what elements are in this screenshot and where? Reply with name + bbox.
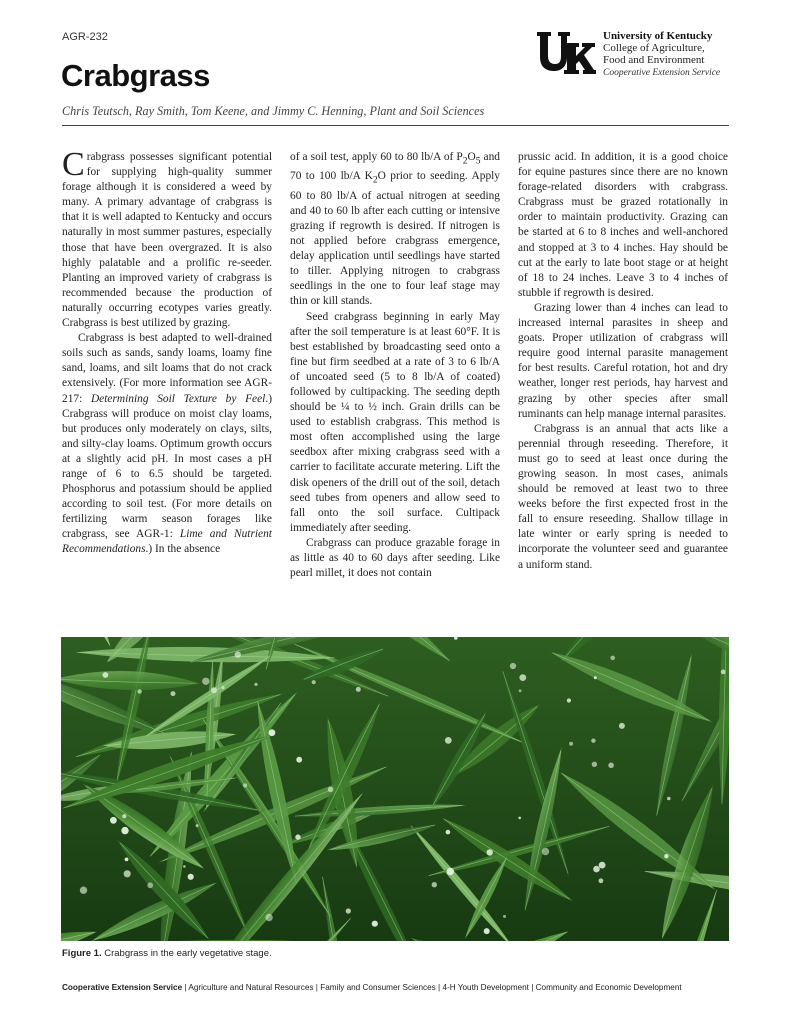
subscript: 2 bbox=[462, 156, 468, 167]
dew-drop bbox=[137, 689, 141, 693]
dew-drop bbox=[593, 866, 600, 873]
paragraph-text: rabgrass possesses significant potential for supplying high-quality summer forage although it is considered a weed by many. A primary advantage of crabgrass is that it is well adapted to Kentucky and occurs naturally in most summer pastures, especially those that have been overgrazed. It is also highly palatable and a prolific re-seeder. Planting an improved variety of crabgrass is recommended because the production of naturally occurring ecotypes varies greatly. Crabgrass is best utilized by grazing. bbox=[62, 151, 272, 330]
dew-drop bbox=[721, 670, 726, 675]
dew-drop bbox=[171, 691, 176, 696]
paragraph-text: .) Crabgrass will produce on moist clay loams, but produces only moderately on clays, silts, and silty-clay loams. Optimum growth occurs at a slightly acid pH. In most cases a pH range of 6 to 6.5 should be targeted. Phosphorus and potassium should be applied according to soil test. (For more details on fertilizing warm season forages like crabgrass, see AGR-1: bbox=[62, 392, 272, 541]
paragraph-text: and 70 to 100 lb/A K bbox=[290, 151, 500, 183]
dew-drop bbox=[667, 797, 671, 801]
body-column-1 bbox=[62, 146, 272, 558]
body-column-2 bbox=[290, 150, 500, 581]
dew-drop bbox=[446, 830, 451, 835]
authors-line: Chris Teutsch, Ray Smith, Tom Keene, and Jimmy C. Henning, Plant and Soil Sciences bbox=[62, 104, 485, 118]
dew-drop bbox=[484, 928, 490, 934]
dew-drop bbox=[124, 870, 131, 877]
paragraph-text: .) In the absence bbox=[145, 543, 221, 556]
dew-drop bbox=[610, 656, 615, 661]
dew-drop bbox=[122, 814, 126, 818]
dew-drop bbox=[211, 687, 217, 693]
dew-drop bbox=[519, 674, 526, 681]
paragraph: Seed crabgrass beginning in early May after the soil temperature is at least 60°F. It is best established by broadcasting seed onto a fine but firm seedbed at a rate of 3 to 6 lb/A of uncoated seed (5 to 8 lb/A of coated) followed by cultipacking. The seeding depth should be ¼ to ½ inch. Grain drills can be used to establish crabgrass. This method is most often accomplished using the large seedbox after mixing crabgrass seed with a carrier to facilitate accurate metering. Lift the disk openers of the drill out of the soil, detach seed tubes from openers and allow seed to fall onto the soil surface. Cultipack immediately after seeding. bbox=[290, 310, 500, 534]
dew-drop bbox=[235, 651, 241, 657]
dew-drop bbox=[188, 874, 194, 880]
dew-drop bbox=[487, 849, 493, 855]
figure-label: Figure 1. bbox=[62, 948, 102, 959]
body-column-3 bbox=[518, 150, 728, 573]
subscript: 5 bbox=[475, 156, 481, 167]
college-line-1: College of Agriculture, bbox=[603, 42, 705, 54]
dew-drop bbox=[664, 854, 668, 858]
dew-drop bbox=[202, 678, 209, 685]
dew-drop bbox=[243, 783, 247, 787]
dew-drop bbox=[254, 683, 257, 686]
dew-drop bbox=[594, 676, 597, 679]
dew-drop bbox=[542, 848, 549, 855]
footer-lead: Cooperative Extension Service bbox=[62, 983, 183, 992]
footer-programs bbox=[62, 983, 742, 992]
university-block bbox=[603, 30, 743, 78]
dew-drop bbox=[591, 739, 595, 743]
dew-drop bbox=[599, 862, 606, 869]
paragraph-text: of a soil test, apply 60 to 80 lb/A of P bbox=[290, 151, 463, 163]
dew-drop bbox=[432, 882, 437, 887]
figure-caption bbox=[62, 948, 272, 959]
dew-drop bbox=[356, 687, 361, 692]
dew-drop bbox=[221, 686, 224, 689]
dew-drop bbox=[445, 737, 452, 744]
paragraph bbox=[290, 150, 500, 310]
dew-drop bbox=[519, 689, 522, 692]
dew-drop bbox=[599, 878, 604, 883]
paragraph-text: Crabgrass is best adapted to well-drained soils such as sands, sandy loams, loamy fine sand, loams, and silt loams that do not crack extensively. (For more information see AGR-217: bbox=[62, 332, 272, 405]
dew-drop bbox=[567, 698, 571, 702]
dew-drop bbox=[447, 868, 454, 875]
dew-drop bbox=[510, 663, 516, 669]
paragraph bbox=[62, 331, 272, 557]
dew-drop bbox=[103, 672, 109, 678]
figure-caption-text: Crabgrass in the early vegetative stage. bbox=[101, 948, 272, 959]
header-rule bbox=[62, 125, 729, 126]
dew-drop bbox=[196, 824, 199, 827]
publication-reference: Lime and Nutrient Recommendations bbox=[62, 528, 272, 556]
dew-drop bbox=[110, 817, 117, 824]
dew-drop bbox=[121, 827, 128, 834]
page-title: Crabgrass bbox=[61, 58, 210, 93]
dew-drop bbox=[569, 742, 573, 746]
paragraph: prussic acid. In addition, it is a good choice for equine pastures since there are no known forage-related disorders with crabgrass. Crabgrass must be grazed rotationally in order to maintain productivity. Grazing can be started at 6 to 8 inches and well-anchored and stopped at 3 to 4 inches. Hay should be cut at the early to late boot stage or at height of 18 to 24 inches. Leave 3 to 4 inches of stubble if regrowth is desired. bbox=[518, 151, 728, 299]
dew-drop bbox=[619, 723, 625, 729]
university-name: University of Kentucky bbox=[603, 30, 713, 42]
dew-drop bbox=[518, 817, 521, 820]
dew-drop bbox=[503, 915, 506, 918]
dew-drop bbox=[608, 763, 614, 769]
dew-drop bbox=[296, 757, 302, 763]
dew-drop bbox=[312, 680, 316, 684]
dew-drop bbox=[183, 865, 186, 868]
crabgrass-leaves-illustration bbox=[61, 637, 729, 941]
paragraph: Grazing lower than 4 inches can lead to increased internal parasites in sheep and goats. Proper utilization of crabgrass will require good internal parasite management for best results. Careful rotation, hot and dry weather, longer rest periods, hay harvest and grazing by other species after small ruminants can help manage internal parasites. bbox=[518, 301, 728, 420]
publication-reference: Determining Soil Texture by Feel bbox=[90, 392, 266, 405]
dew-drop bbox=[592, 762, 597, 767]
dew-drop bbox=[295, 834, 300, 839]
dew-drop bbox=[328, 787, 334, 793]
drop-cap: C bbox=[62, 146, 85, 183]
paragraph: Crabgrass is an annual that acts like a perennial through reseeding. Therefore, it must go to seed at least once during the growing season. In most cases, animals should be removed at least two to three weeks before the first expected frost in the fall to ensure reseeding. Shallow tillage in late winter or early spring is needed to incorporate the volunteer seed and guarantee a uniform stand. bbox=[518, 422, 728, 571]
dew-drop bbox=[147, 882, 153, 888]
dew-drop bbox=[372, 921, 378, 927]
dew-drop bbox=[269, 729, 276, 736]
paragraph-text: O prior to seeding. Apply 60 to 80 lb/A of actual nitrogen at seeding and 40 to 60 lb after each cutting or intensive grazing if regrowth is desired. If nitrogen is not applied before crabgrass emergence, delay application until seedlings have started to tiller. Applying nitrogen to crabgrass seedlings in the one to four leaf stage may thin or kill stands. bbox=[290, 170, 500, 308]
college-line-2: Food and Environment bbox=[603, 54, 705, 66]
footer-programs-list: | Agriculture and Natural Resources | Family and Consumer Sciences | 4-H Youth Development | Community and Economic Development bbox=[182, 983, 682, 992]
crabgrass-photo bbox=[61, 637, 729, 941]
subscript: 2 bbox=[372, 175, 378, 186]
dew-drop bbox=[125, 858, 129, 862]
paragraph: Crabgrass can produce grazable forage in as little as 40 to 60 days after seeding. Like pearl millet, it does not contain bbox=[290, 536, 500, 580]
dew-drop bbox=[346, 908, 351, 913]
extension-service: Cooperative Extension Service bbox=[603, 68, 721, 78]
dew-drop bbox=[80, 887, 87, 894]
uk-logo bbox=[536, 31, 596, 77]
dew-drop bbox=[265, 914, 272, 921]
publication-id: AGR-232 bbox=[62, 31, 108, 43]
paragraph bbox=[62, 146, 272, 331]
paragraph-text: O bbox=[467, 151, 476, 163]
